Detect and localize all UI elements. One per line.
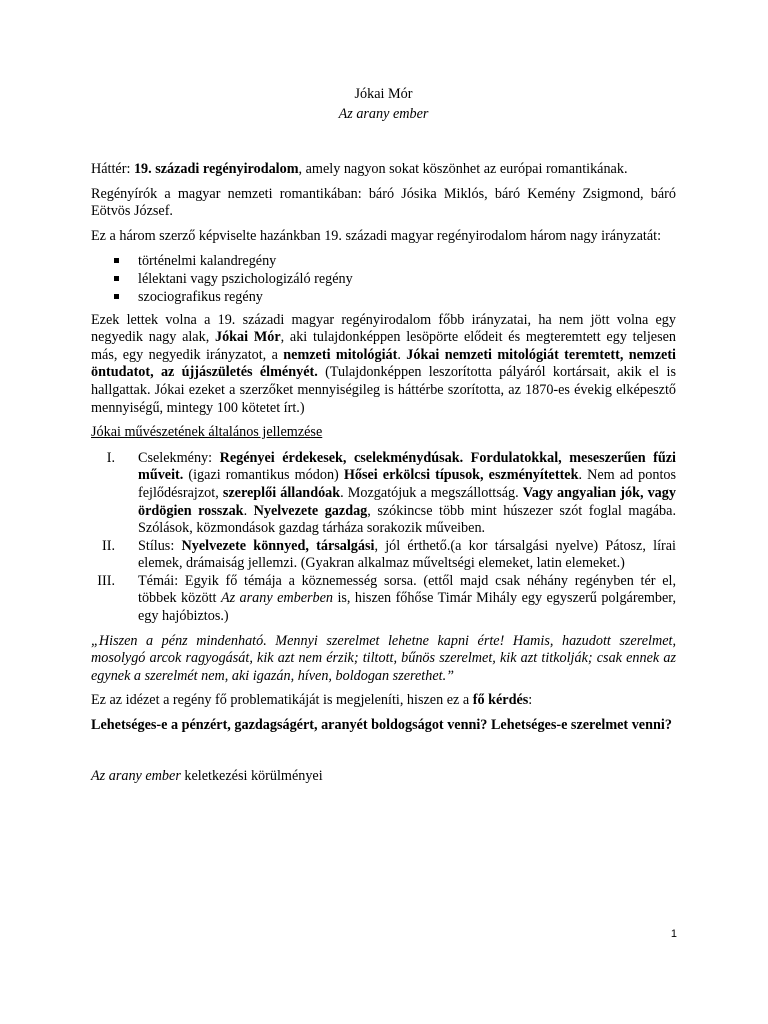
problem-paragraph: Ez az idézet a regény fő problematikáját is megjeleníti, hiszen ez a fő kérdés: xyxy=(91,692,533,709)
list-item: szociografikus regény xyxy=(91,288,676,306)
list-number: II. xyxy=(102,537,115,554)
jokai-intro-paragraph: Ezek lettek volna a 19. századi magyar regényirodalom főbb irányzatai, ha nem jött volna egy negyedik nagy alak, Jókai Mór, aki tulajdonképpen lesöpörte elődeit és megteremtett egy teljesen más, egy negyedik irányzatot, a nemzeti mitológiát. Jókai nemzeti mitológiát teremtett, nemzeti öntudatot, az újjászületés élményét. (Tulajdonképpen leszorította pályáról kortársait, akik el is hallgattak. Jókai ezeket a szerzőket mennyiségileg is háttérbe szorította, az 1870-es évekig elképesztő mennyiségű, mintegy 100 kötetet írt.) xyxy=(91,311,677,416)
author-name: Jókai Mór xyxy=(354,86,413,102)
bullet-icon xyxy=(114,294,119,299)
main-question: Lehetséges-e a pénzért, gazdagságért, aranyét boldogságot venni? Lehetséges-e szerelmet venni? xyxy=(91,717,672,734)
list-number: III. xyxy=(97,572,115,589)
page-number: 1 xyxy=(670,928,677,940)
directions-list xyxy=(91,252,676,306)
circumstances-heading: Az arany ember keletkezési körülményei xyxy=(91,767,323,784)
writers-paragraph: Regényírók a magyar nemzeti romantikában: báró Jósika Miklós, báró Kemény Zsigmond, báró Eötvös József. xyxy=(91,185,676,220)
art-section-heading: Jókai művészetének általános jellemzése xyxy=(91,424,323,441)
art-list xyxy=(91,450,676,626)
list-item-plot: I. Cselekmény: Regényei érdekesek, cselekménydúsak. Fordulatokkal, meseszerűen fűzi műveit. (igazi romantikus módon) Hősei erkölcsi típusok, eszményítettek. Nem ad pontos fejlődésrajzot, szereplői állandóak. Mozgatójuk a megszállottság. Vagy angyalian jók, vagy ördögien rosszak. Nyelvezete gazdag, szókincse több mint húszezer szót foglal magába. Szólások, közmondások gazdag tárháza sorakozik műveiben. xyxy=(91,450,676,538)
list-number: I. xyxy=(106,449,115,466)
bullet-icon xyxy=(114,276,119,281)
document-body xyxy=(91,86,676,792)
novel-quote: „Hiszen a pénz mindenható. Mennyi szerelmet lehetne kapni érte! Hamis, hazudott szerelmet, mosolygó arcok ragyogását, kik azt nem érzik; tiltott, bűnös szerelmet, kik azt titkolják; csak ennek az egynek a szerelmét nem, aki igazán, híven, boldogan szerethet.” xyxy=(91,632,676,684)
directions-intro: Ez a három szerző képviselte hazánkban 19. századi magyar regényirodalom három nagy irányzatát: xyxy=(91,227,662,244)
list-item-style: II. Stílus: Nyelvezete könnyed, társalgási, jól érthető.(a kor társalgási nyelve) Pátosz, lírai elemek, drámaiság jellemzi. (Gyakran alkalmaz műveltségi elemeket, latin elemeket.) xyxy=(91,538,676,573)
list-item-themes: III. Témái: Egyik fő témája a köznemesség sorsa. (ettől majd csak néhány regényben tér el, többek között Az arany emberben is, hiszen főhőse Timár Mihály egy egyszerű polgárember, egy hajóbiztos.) xyxy=(91,573,676,626)
bullet-icon xyxy=(114,258,119,263)
list-item: történelmi kalandregény xyxy=(91,252,676,270)
background-paragraph: Háttér: 19. századi regényirodalom, amely nagyon sokat köszönhet az európai romantikának. xyxy=(91,161,628,178)
document-title: Az arany ember xyxy=(338,105,429,122)
list-item: lélektani vagy pszichologizáló regény xyxy=(91,270,676,288)
